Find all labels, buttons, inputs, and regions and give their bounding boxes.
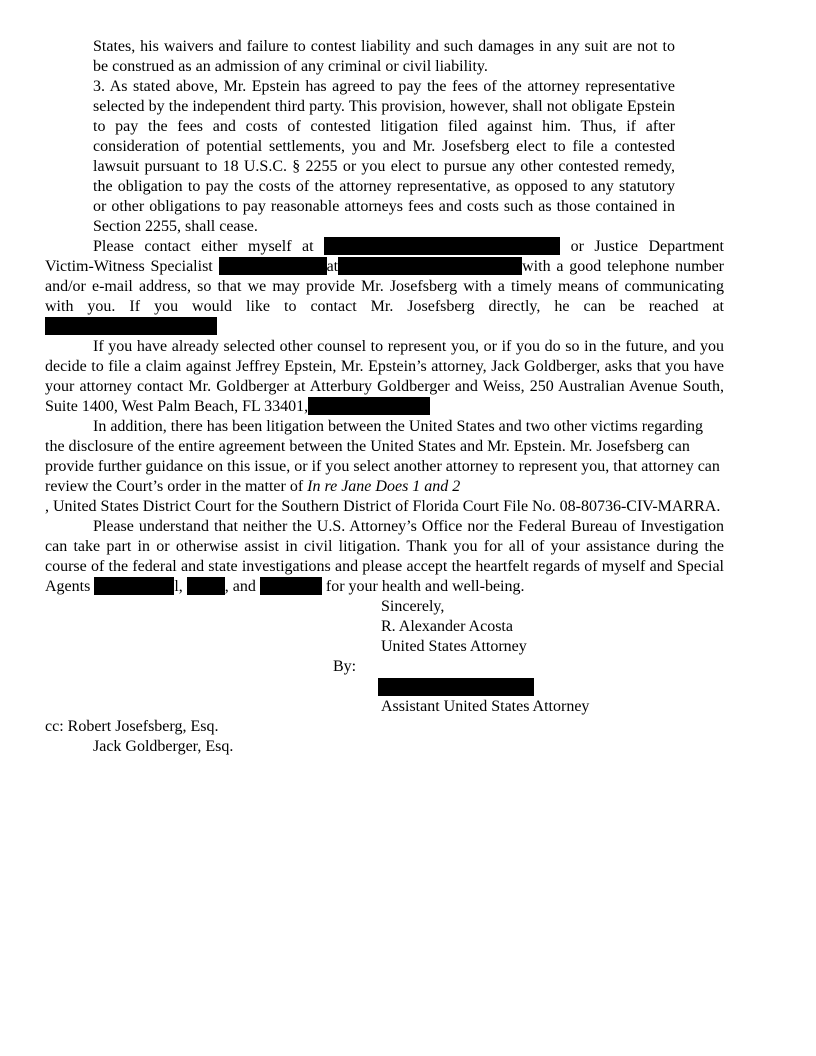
signer-name: R. Alexander Acosta: [381, 618, 513, 635]
cc-line-1: cc: Robert Josefsberg, Esq.: [45, 718, 219, 735]
redaction-bar: [308, 397, 430, 415]
counsel-paragraph: If you have already selected other counsel to represent you, or if you do so in the future, and you decide to file a claim against Jeffrey Epstein, Mr. Epstein’s attorney, Jack Goldberger, asks that you have your attorney contact Mr. Goldberger at Atterbury Goldberger and Weiss, 250 Australian Avenue South, Suite 1400, West Palm Beach, FL 33401,: [45, 338, 724, 415]
closing-paragraph: Please understand that neither the U.S. Attorney’s Office nor the Federal Bureau of Investigation can take part in or otherwise assist in civil litigation. Thank you for all of your assistance during the course of the federal and state investigations and please accept the heartfelt regards of myself and Special Agents l, , and for your health and well-being.: [45, 518, 724, 595]
redaction-bar: [94, 577, 174, 595]
redaction-bar: [324, 237, 560, 255]
redaction-bar: [260, 577, 322, 595]
assistant-title: Assistant United States Attorney: [381, 698, 590, 715]
redaction-bar: [378, 678, 534, 696]
continuation-text: States, his waivers and failure to contest liability and such damages in any suit are not to be construed as an admission of any criminal or civil liability.: [93, 38, 675, 75]
signature-redaction-line: [45, 677, 724, 697]
letter-page: [45, 37, 724, 757]
redaction-bar: [187, 577, 225, 595]
item-3-text: 3. As stated above, Mr. Epstein has agreed to pay the fees of the attorney representative selected by the independent third party. This provision, however, shall not obligate Epstein to pay the fees and costs of contested litigation filed against him. Thus, if after consideration of potential settlements, you and Mr. Josefsberg elect to file a contested lawsuit pursuant to 18 U.S.C. § 2255 or you elect to pursue any other contested remedy, the obligation to pay the costs of the attorney representative, as opposed to any statutory or other obligations to pay reasonable attorneys fees and costs such as those contained in Section 2255, shall cease.: [93, 78, 675, 235]
signer-title: United States Attorney: [381, 638, 527, 655]
cc-line-2: Jack Goldberger, Esq.: [93, 738, 234, 755]
redaction-bar: [219, 257, 327, 275]
closing-salutation: Sincerely,: [381, 598, 445, 615]
contact-paragraph: Please contact either myself at or Justice Department Victim-Witness Specialist at with a good telephone number and/or e-mail address, so that we may provide Mr. Josefsberg with a timely means of communicating with you. If you would like to contact Mr. Josefsberg directly, he can be reached at: [45, 237, 724, 337]
redaction-bar: [45, 317, 217, 335]
by-label: By:: [333, 658, 357, 675]
redaction-bar: [338, 257, 522, 275]
continuation-block: [45, 37, 724, 237]
litigation-paragraph: In addition, there has been litigation between the United States and two other victims regarding the disclosure of the entire agreement between the United States and Mr. Epstein. Mr. Josefsberg can provide further guidance on this issue, or if you select another attorney to represent you, that attorney can review the Court’s order in the matter of In re Jane Does 1 and 2 , United States District Court for the Southern District of Florida Court File No. 08-80736-CIV-MARRA.: [45, 418, 721, 515]
case-name: In re Jane Does 1 and 2: [307, 478, 461, 495]
